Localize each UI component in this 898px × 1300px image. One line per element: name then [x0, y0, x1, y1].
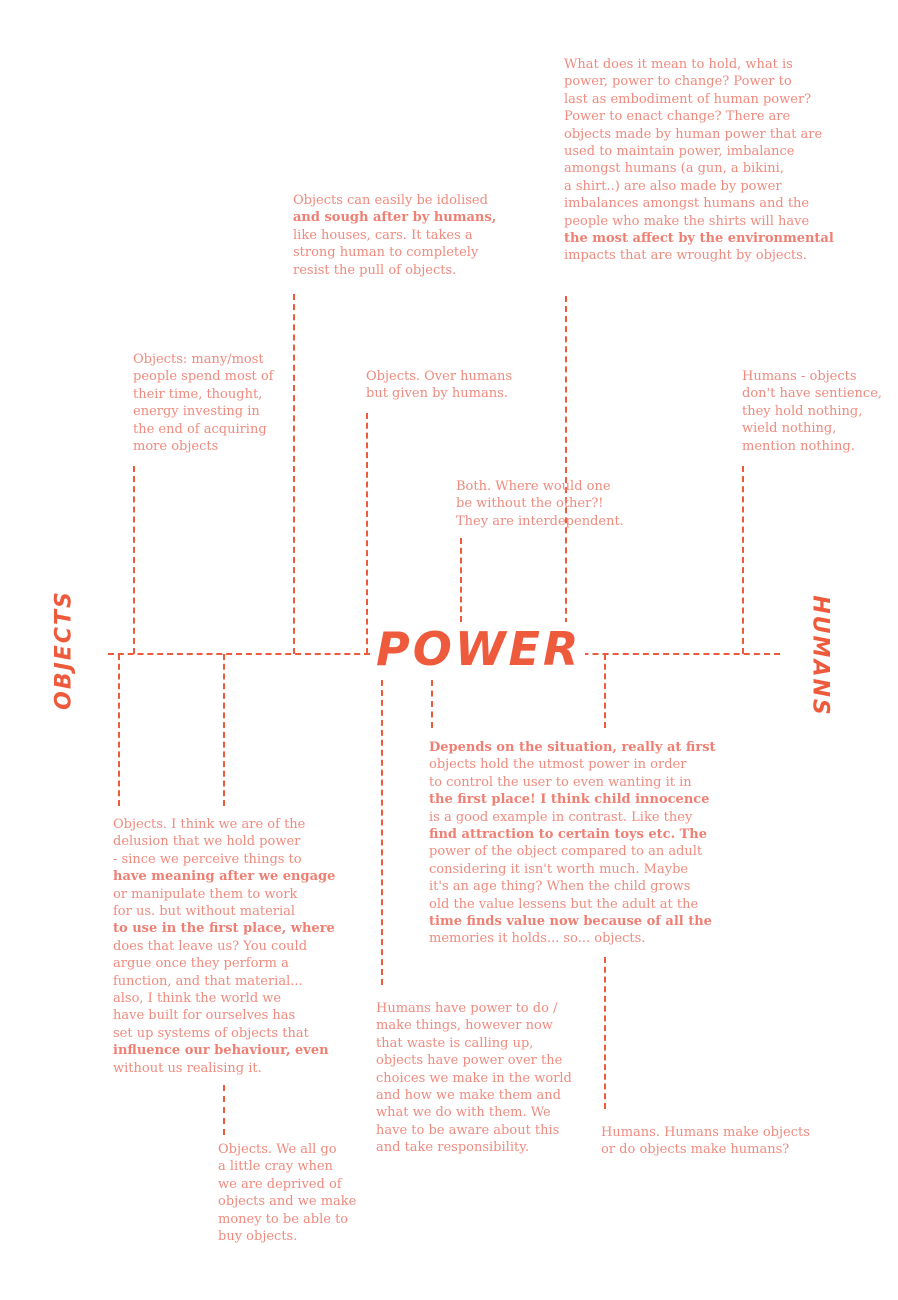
note-line — [218, 1211, 356, 1228]
note-text: imbalances amongst humans and the — [564, 196, 810, 212]
note-text: be without the other?! — [456, 496, 604, 512]
note-text: Humans. Humans make objects — [601, 1125, 810, 1140]
note-line — [113, 1025, 335, 1042]
note-text: objects made by human power that are — [564, 126, 823, 142]
note-bold-text: find attraction to certain toys etc. The — [429, 827, 708, 843]
note-line — [376, 1139, 572, 1156]
note-text: a shirt..) are also made by power — [564, 178, 782, 194]
power-title: POWER — [372, 622, 585, 676]
note-text: objects hold the utmost power in order — [429, 757, 687, 773]
note-line — [376, 1000, 572, 1017]
note-line — [742, 403, 882, 420]
note-text: wield nothing, — [742, 421, 837, 437]
note-line — [113, 833, 335, 850]
note-text: power, power to change? Power to — [564, 74, 792, 90]
note-text: and take responsibility. — [376, 1140, 529, 1156]
note-line — [113, 816, 335, 833]
note-line — [456, 478, 624, 495]
note-line — [564, 73, 834, 90]
note-text: Objects. I think we are of the — [113, 817, 306, 832]
note-line — [742, 368, 882, 385]
note-line — [429, 739, 716, 756]
connector-power-to-do — [381, 680, 383, 985]
note-text: Humans - objects — [742, 369, 857, 384]
note-line — [133, 438, 273, 455]
note-text: and how we make them and — [376, 1088, 561, 1104]
note-line — [429, 896, 716, 913]
note-line — [564, 213, 834, 230]
note-line — [564, 178, 834, 195]
note-line — [113, 886, 335, 903]
note-text: - since we perceive things to — [113, 851, 302, 867]
note-line — [113, 851, 335, 868]
connector-both — [460, 538, 462, 622]
note-text: strong human to completely — [293, 245, 479, 261]
connector-many-most — [133, 466, 135, 654]
note-line — [113, 1007, 335, 1024]
note-cray — [218, 1141, 356, 1245]
note-text: memories it holds... so... objects. — [429, 931, 646, 947]
note-text: Objects. Over humans — [366, 369, 513, 384]
note-bold-text: influence our behaviour, even — [113, 1043, 329, 1059]
note-line — [601, 1124, 810, 1141]
connector-delusion-b — [223, 654, 225, 806]
note-line — [429, 826, 716, 843]
note-line — [218, 1176, 356, 1193]
note-idolised — [293, 192, 496, 279]
note-power-to-do — [376, 1000, 572, 1157]
note-text: they hold nothing, — [742, 403, 863, 419]
connector-make-humans-b — [604, 957, 606, 1109]
note-line — [429, 843, 716, 860]
note-text: or manipulate them to work — [113, 886, 298, 902]
note-text: we are deprived of — [218, 1176, 342, 1192]
note-line — [564, 108, 834, 125]
note-line — [376, 1104, 572, 1121]
note-text: more objects — [133, 439, 219, 455]
note-many-most — [133, 351, 273, 455]
note-line — [429, 756, 716, 773]
note-line — [218, 1228, 356, 1245]
note-text: money to be able to — [218, 1211, 349, 1227]
note-text: set up systems of objects that — [113, 1025, 309, 1041]
note-text: Both. Where would one — [456, 479, 611, 494]
connector-delusion-a — [118, 654, 120, 806]
note-text: objects have power over the — [376, 1053, 563, 1069]
note-text: Power to enact change? There are — [564, 109, 791, 125]
note-text: Objects. We all go — [218, 1142, 337, 1157]
note-line — [376, 1087, 572, 1104]
note-line — [742, 438, 882, 455]
note-text: power of the object compared to an adult — [429, 844, 703, 860]
note-text: Objects: many/most — [133, 352, 264, 367]
note-line — [429, 774, 716, 791]
note-line — [564, 160, 834, 177]
note-bold-text: to use in the first place, where — [113, 921, 335, 937]
note-text: don't have sentience, — [742, 386, 883, 402]
note-line — [742, 420, 882, 437]
note-line — [456, 495, 624, 512]
note-text: is a good example in contrast. Like they — [429, 809, 693, 825]
note-line — [293, 227, 496, 244]
note-line — [113, 920, 335, 937]
note-text: old the value lessens but the adult at the — [429, 896, 699, 912]
note-line — [293, 192, 496, 209]
note-depends — [429, 739, 716, 948]
note-line — [376, 1070, 572, 1087]
note-line — [564, 143, 834, 160]
note-text: have to be aware about this — [376, 1122, 560, 1138]
note-text: used to maintain power, imbalance — [564, 144, 795, 160]
note-text: the end of acquiring — [133, 421, 267, 437]
note-line — [376, 1052, 572, 1069]
note-line — [564, 91, 834, 108]
note-line — [429, 809, 716, 826]
note-text: mention nothing. — [742, 438, 855, 454]
note-text: like houses, cars. It takes a — [293, 227, 473, 243]
note-line — [429, 861, 716, 878]
objects-label: OBJECTS — [51, 590, 77, 710]
note-line — [456, 513, 624, 530]
note-line — [564, 56, 834, 73]
note-line — [113, 955, 335, 972]
note-text: amongst humans (a gun, a bikini, — [564, 161, 784, 177]
connector-power-meaning — [565, 296, 567, 654]
note-line — [429, 913, 716, 930]
note-bold-text: and sough after by humans, — [293, 210, 497, 226]
note-line — [293, 209, 496, 226]
note-text: What does it mean to hold, what is — [564, 57, 793, 72]
note-text: to control the user to even wanting it in — [429, 774, 692, 790]
note-text: objects and we make — [218, 1194, 357, 1210]
note-bold-text: the first place! I think child innocence — [429, 792, 710, 808]
connector-cray — [223, 1085, 225, 1135]
note-line — [564, 195, 834, 212]
note-line — [218, 1158, 356, 1175]
note-line — [429, 878, 716, 895]
note-line — [113, 903, 335, 920]
note-line — [113, 1060, 335, 1077]
note-text: for us. but without material — [113, 904, 296, 920]
note-line — [601, 1141, 810, 1158]
note-text: function, and that material... — [113, 973, 303, 989]
note-line — [293, 262, 496, 279]
note-make-humans — [601, 1124, 810, 1159]
note-line — [133, 351, 273, 368]
note-line — [429, 930, 716, 947]
note-both — [456, 478, 624, 530]
axis-line-left — [108, 653, 370, 655]
note-line — [366, 385, 512, 402]
note-line — [133, 368, 273, 385]
note-text: people who make the shirts will have — [564, 213, 810, 229]
connector-over-humans — [366, 413, 368, 654]
note-delusion — [113, 816, 335, 1077]
note-text: people spend most of — [133, 369, 274, 385]
note-text: have built for ourselves has — [113, 1008, 296, 1024]
note-line — [113, 868, 335, 885]
note-text: impacts that are wrought by objects. — [564, 248, 807, 264]
note-line — [564, 247, 834, 264]
connector-idolised — [293, 294, 295, 654]
note-text: Humans have power to do / — [376, 1001, 558, 1016]
note-sentience — [742, 368, 882, 455]
note-bold-text: have meaning after we engage — [113, 869, 336, 885]
note-text: what we do with them. We — [376, 1105, 551, 1121]
note-line — [218, 1193, 356, 1210]
connector-sentience — [742, 466, 744, 654]
note-line — [133, 421, 273, 438]
note-text: make things, however now — [376, 1018, 553, 1034]
note-text: without us realising it. — [113, 1060, 262, 1076]
note-text: buy objects. — [218, 1229, 298, 1245]
note-text: Objects can easily be idolised — [293, 193, 488, 208]
humans-label: HUMANS — [807, 595, 833, 717]
note-text: but given by humans. — [366, 386, 508, 402]
note-text: energy investing in — [133, 404, 260, 420]
note-text: resist the pull of objects. — [293, 262, 457, 278]
note-line — [113, 973, 335, 990]
connector-depends — [431, 680, 433, 728]
note-line — [742, 385, 882, 402]
note-line — [293, 244, 496, 261]
note-line — [113, 938, 335, 955]
note-text: argue once they perform a — [113, 956, 289, 972]
note-text: delusion that we hold power — [113, 834, 301, 850]
note-line — [564, 126, 834, 143]
note-line — [113, 1042, 335, 1059]
note-power-meaning — [564, 56, 834, 265]
note-text: last as embodiment of human power? — [564, 91, 812, 107]
note-line — [564, 230, 834, 247]
note-text: that waste is calling up, — [376, 1035, 534, 1051]
note-text: They are interdependent. — [456, 513, 624, 529]
note-bold-text: time finds value now because of all the — [429, 914, 712, 930]
note-text: or do objects make humans? — [601, 1142, 790, 1158]
note-line — [376, 1017, 572, 1034]
note-line — [113, 990, 335, 1007]
note-bold-text: Depends on the situation, really at first — [429, 740, 716, 755]
note-text: does that leave us? You could — [113, 938, 308, 954]
note-line — [366, 368, 512, 385]
note-line — [133, 403, 273, 420]
note-text: their time, thought, — [133, 386, 263, 402]
note-line — [218, 1141, 356, 1158]
note-line — [376, 1122, 572, 1139]
note-text: a little cray when — [218, 1159, 333, 1175]
note-over-humans — [366, 368, 512, 403]
note-text: considering it isn't worth much. Maybe — [429, 861, 689, 877]
note-bold-text: the most affect by the environmental — [564, 231, 834, 247]
note-line — [376, 1035, 572, 1052]
note-text: also, I think the world we — [113, 991, 282, 1007]
note-text: choices we make in the world — [376, 1070, 572, 1086]
connector-make-humans-a — [604, 654, 606, 728]
note-line — [429, 791, 716, 808]
note-line — [133, 386, 273, 403]
note-text: it's an age thing? When the child grows — [429, 879, 691, 895]
